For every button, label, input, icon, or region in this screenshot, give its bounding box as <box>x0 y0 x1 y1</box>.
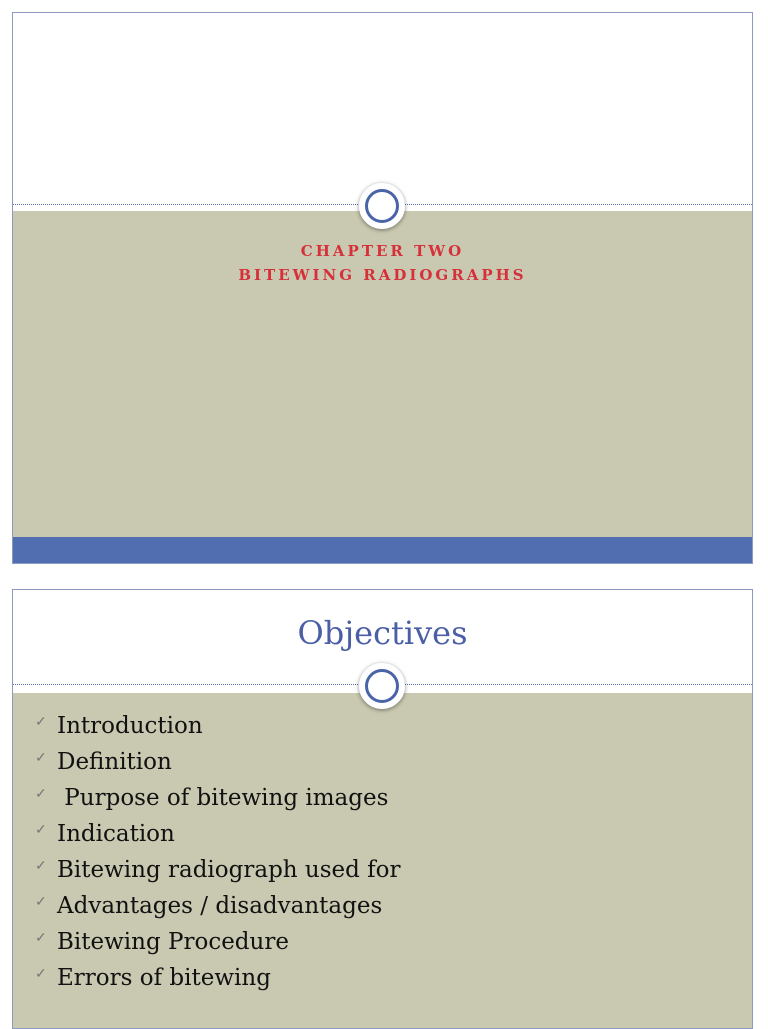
list-item: ✓ Bitewing radiograph used for <box>35 852 401 888</box>
footer-bar <box>13 537 752 564</box>
list-item: ✓ Introduction <box>35 708 401 744</box>
chapter-title: BITEWING RADIOGRAPHS <box>238 266 527 284</box>
chapter-number: CHAPTER TWO <box>300 242 465 260</box>
circle-ornament-icon <box>359 663 405 709</box>
list-item: ✓ Advantages / disadvantages <box>35 888 401 924</box>
list-item: ✓ Indication <box>35 816 401 852</box>
list-item: ✓ Purpose of bitewing images <box>35 780 401 816</box>
list-item: ✓ Definition <box>35 744 401 780</box>
slide-title: Objectives <box>297 614 468 652</box>
objectives-slide <box>12 589 753 1029</box>
check-icon: ✓ <box>35 894 47 910</box>
check-icon: ✓ <box>35 750 47 766</box>
check-icon: ✓ <box>35 930 47 946</box>
check-icon: ✓ <box>35 714 47 730</box>
objectives-list <box>35 708 401 996</box>
list-item: ✓ Errors of bitewing <box>35 960 401 996</box>
check-icon: ✓ <box>35 786 47 802</box>
slide-header-area <box>13 13 752 211</box>
check-icon: ✓ <box>35 966 47 982</box>
title-slide <box>12 12 753 564</box>
circle-ornament-icon <box>359 183 405 229</box>
check-icon: ✓ <box>35 858 47 874</box>
list-item: ✓ Bitewing Procedure <box>35 924 401 960</box>
check-icon: ✓ <box>35 822 47 838</box>
